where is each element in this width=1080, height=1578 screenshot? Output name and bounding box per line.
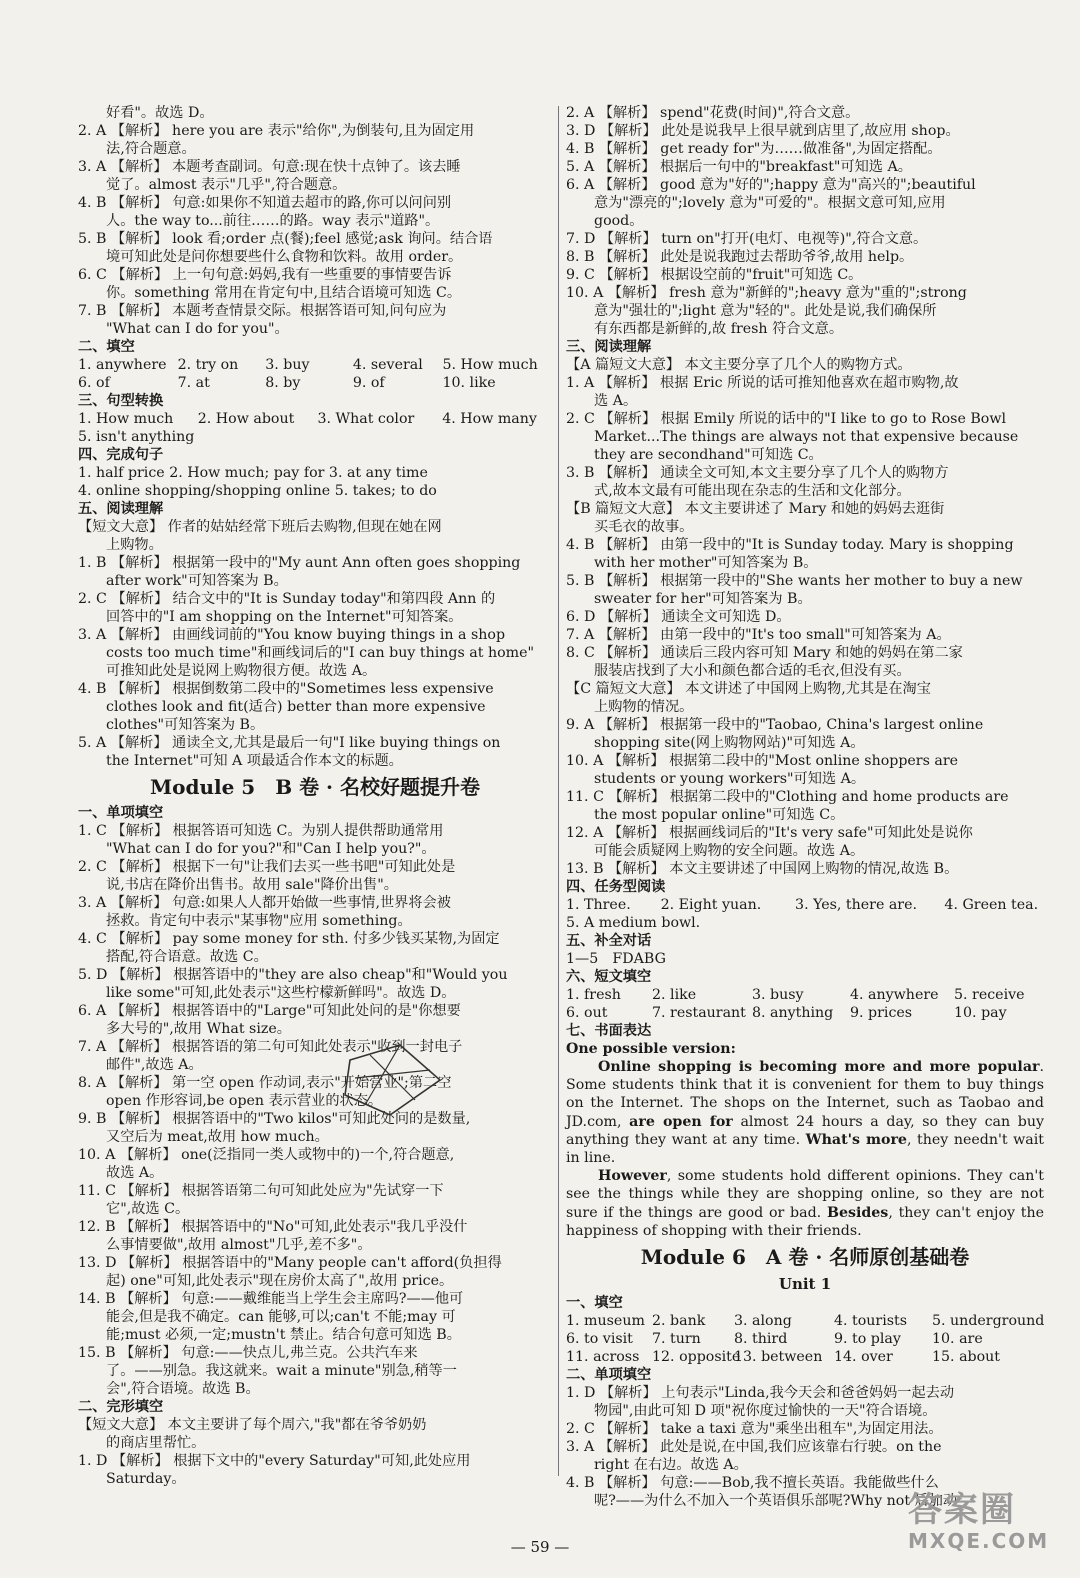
left-reading-answers	[78, 518, 552, 770]
text-line: 能会,但是我不确定。can 能够,可以;can't 不能;may 可	[106, 1309, 456, 1325]
text-line: 多大号的",故用 What size。	[106, 1021, 291, 1037]
right-task-title: 四、任务型阅读	[566, 879, 666, 895]
text-line: 3. A 【解析】 本题考查副词。句意:现在快十点钟了。该去睡	[78, 159, 461, 175]
right-cloze-lines	[566, 104, 1044, 338]
answer-cell: 12. opposite	[652, 1349, 741, 1366]
text-line: with her mother"可知答案为 B。	[594, 555, 818, 571]
text-line: right 在右边。故选 A。	[594, 1457, 748, 1474]
text-line: 2. A 【解析】 here you are 表示"给你",为倒装句,且为固定用	[78, 123, 475, 139]
right-fill-answers	[566, 1312, 1044, 1366]
text-line: 【短文大意】 本文主要讲了每个周六,"我"都在爷爷奶奶	[78, 1417, 427, 1433]
text-line: like some"可知,此处表示"这些柠檬新鲜吗"。故选 D。	[106, 985, 456, 1001]
answer-cell: 5. underground	[932, 1313, 1045, 1330]
answer-cell: 1. anywhere	[78, 357, 167, 373]
text-line: 5. A 【解析】 根据后一句中的"breakfast"可知选 A。	[566, 159, 912, 175]
text-line: 11. C 【解析】 根据第二段中的"Clothing and home products are	[566, 789, 1009, 805]
text-line: 6. C 【解析】 上一句句意:妈妈,我有一些重要的事情要告诉	[78, 267, 452, 283]
right-column	[566, 104, 1044, 1510]
left-transform-title: 三、句型转换	[78, 393, 164, 409]
left-single-answers	[78, 822, 552, 1398]
text-line: clothes look and fit(适合) better than more expensive	[106, 699, 486, 715]
answer-cell: 5. receive	[954, 987, 1025, 1003]
text-line: 6. A 【解析】 good 意为"好的";happy 意为"高兴的";beautiful	[566, 177, 976, 193]
text-line: "What can I do for you"。	[106, 321, 289, 337]
text-line: 13. B 【解析】 本文主要讲述了中国网上购物的情况,故选 B。	[566, 861, 959, 877]
answer-cell: 3. What color	[317, 411, 415, 427]
module6-title: Module 6 A 卷 · 名师原创基础卷	[640, 1245, 970, 1270]
right-fill-title: 一、填空	[566, 1295, 623, 1312]
text-line: 9. C 【解析】 根据设空前的"fruit"可知选 C。	[566, 267, 863, 283]
text-line: 人。the way to...前往……的路。way 表示"道路"。	[106, 213, 440, 229]
answer-cell: 6. to visit	[566, 1331, 633, 1348]
text-line: 3. A 【解析】 句意:如果人人都开始做一些事情,世界将会被	[78, 895, 451, 911]
right-dialog-title: 五、补全对话	[566, 933, 652, 949]
answer-cell: 7. restaurant	[652, 1005, 746, 1021]
right-single-title: 二、单项填空	[566, 1367, 652, 1384]
text-line: 2. C 【解析】 根据 Emily 所说的话中的"I like to go to Rose Bowl	[566, 411, 1007, 427]
answer-row	[78, 356, 552, 374]
text-line: 10. A 【解析】 one(泛指同一类人或物中的)一个,符合题意,	[78, 1147, 455, 1163]
text-line: 会",符合语境。故选 B。	[106, 1381, 260, 1397]
answer-row	[566, 1348, 1044, 1366]
text-line: 12. A 【解析】 根据画线词后的"It's very safe"可知此处是说你	[566, 825, 973, 841]
left-transform-answers	[78, 410, 552, 446]
text-line: 【B 篇短文大意】 本文主要讲述了 Mary 和她的妈妈去逛街	[566, 501, 945, 517]
text-line: 4. B 【解析】 由第一段中的"It is Sunday today. Mary is shopping	[566, 537, 1014, 553]
text-line: 上购物。	[106, 537, 163, 553]
text-line: 【C 篇短文大意】 本文讲述了中国网上购物,尤其是在淘宝	[566, 681, 931, 697]
text-line: students or young workers"可知选 A。	[594, 771, 866, 787]
answer-cell: 1. How much	[78, 411, 174, 427]
text-line: 4. B 【解析】 根据倒数第二段中的"Sometimes less expensive	[78, 681, 494, 697]
text-line: 买毛衣的故事。	[594, 519, 694, 535]
text-line: 它",故选 C。	[106, 1201, 190, 1217]
text-line: 服装店找到了大小和颜色都合适的毛衣,但没有买。	[594, 663, 911, 679]
text-line: 有东西都是新鲜的,故 fresh 符合文意。	[594, 321, 844, 337]
left-intro-lines	[78, 104, 552, 338]
right-writing-title: 七、书面表达	[566, 1023, 652, 1039]
text-line: 说,书店在降价出售书。故用 sale"降价出售"。	[106, 877, 398, 893]
module5-title: Module 5 B 卷 · 名校好题提升卷	[150, 775, 480, 799]
text-line: 又空后为 meat,故用 how much。	[106, 1129, 329, 1145]
text-line: 4. B 【解析】 get ready for"为……做准备",为固定搭配。	[566, 141, 942, 157]
text-line: 8. C 【解析】 通读后三段内容可知 Mary 和她的妈妈在第二家	[566, 645, 963, 661]
answer-row	[78, 410, 552, 428]
answer-cell: 6. of	[78, 375, 110, 391]
answer-row	[566, 1312, 1044, 1330]
left-reading-title: 五、阅读理解	[78, 501, 164, 517]
text-line: the most popular online"可知选 C。	[594, 807, 845, 823]
answer-cell: 9. to play	[834, 1331, 901, 1348]
answer-cell: 2. like	[652, 987, 697, 1003]
sample-essay	[566, 1058, 1044, 1240]
text-line: 1. D 【解析】 根据下文中的"every Saturday"可知,此处应用	[78, 1453, 471, 1469]
watermark-cn: 答案圈	[908, 1490, 1016, 1530]
text-line: 7. D 【解析】 turn on"打开(电灯、电视等)",符合文意。	[566, 231, 928, 247]
text-line: 可推知此处是说网上购物很方便。故选 A。	[106, 663, 377, 679]
essay-paragraph-1: Online shopping is becoming more and more popular. Some students think that it is convenient for them to buy things on the Internet. The shops on the Internet, such as Taobao and JD.com, are open for almost 24 hours a day, so they can buy anything they want at any time. What's more, they needn't wait in line.	[566, 1059, 1045, 1167]
answer-cell: 4. several	[352, 357, 423, 373]
watermark-en: MXQE.COM	[908, 1529, 1050, 1553]
text-line: 回答中的"I am shopping on the Internet"可知答案。	[106, 609, 463, 625]
answer-cell: 10. pay	[954, 1005, 1007, 1021]
answer-cell: 11. across	[566, 1349, 640, 1366]
text-line: 么事情要做",故用 almost"几乎,差不多"。	[106, 1237, 372, 1253]
right-dialog-answer: 1—5 FDABG	[566, 951, 666, 967]
answer-row	[566, 896, 1044, 914]
text-line: 2. C 【解析】 结合文中的"It is Sunday today"和第四段 Ann 的	[78, 591, 496, 607]
text-line: 4. B 【解析】 句意:——Bob,我不擅长英语。我能做些什么	[566, 1475, 939, 1492]
text-line: they are secondhand"可知选 C。	[594, 447, 823, 463]
text-line: 12. B 【解析】 根据答语中的"No"可知,此处表示"我几乎没什	[78, 1219, 468, 1235]
answer-cell: 7. at	[177, 375, 210, 391]
text-line: 15. B 【解析】 句意:——快点儿,弗兰克。公共汽车来	[78, 1345, 418, 1361]
text-line: 拯救。肯定句中表示"某事物"应用 something。	[106, 913, 412, 929]
text-line: 2. C 【解析】 take a taxi 意为"乘坐出租车",为固定用法。	[566, 1421, 943, 1438]
text-line: 2. A 【解析】 spend"花费(时间)",符合文意。	[566, 105, 860, 121]
text-line: Market...The things are always not that expensive because	[594, 429, 1019, 445]
text-line: 起) one"可知,此处表示"现在房价太高了",故用 price。	[106, 1273, 454, 1289]
text-line: 搭配,符合语意。故选 C。	[106, 949, 268, 965]
answer-row	[566, 1330, 1044, 1348]
answer-cell: 6. out	[566, 1005, 608, 1021]
text-line: 你。something 常用在肯定句中,且结合语境可知选 C。	[106, 285, 462, 301]
answer-cell: 13. between	[734, 1349, 823, 1366]
answer-cell: 2. How about	[197, 411, 295, 427]
left-complete-title: 四、完成句子	[78, 447, 164, 463]
text-line: Saturday。	[106, 1471, 186, 1487]
answer-cell: 7. turn	[652, 1331, 701, 1348]
left-column	[78, 104, 552, 1488]
right-writing-label: One possible version:	[566, 1041, 736, 1057]
answer-cell: 3. buy	[265, 357, 310, 373]
answer-row	[566, 986, 1044, 1004]
page-number: — 59 —	[510, 1538, 570, 1556]
text-line: 觉了。almost 表示"几乎",符合题意。	[106, 177, 347, 193]
text-line: 8. B 【解析】 此处是说我跑过去帮助爷爷,故用 help。	[566, 249, 914, 265]
text-line: 7. A 【解析】 由第一段中的"It's too small"可知答案为 A。	[566, 627, 951, 643]
text-line: 【短文大意】 作者的姑姑经常下班后去购物,但现在她在网	[78, 519, 442, 535]
left-fill-title: 二、填空	[78, 339, 135, 355]
right-reading-answers	[566, 356, 1044, 878]
text-line: open 作形容词,be open 表示营业的状态。	[106, 1093, 383, 1109]
text-line: 意为"漂亮的";lovely 意为"可爱的"。根据文意可知,应用	[594, 195, 946, 211]
answer-cell: 9. prices	[850, 1005, 913, 1021]
left-fill-answers	[78, 356, 552, 392]
answer-cell: 1. Three.	[566, 897, 631, 913]
unit-title: Unit 1	[778, 1275, 832, 1294]
text-line: 11. C 【解析】 根据答语第二句可知此处应为"先试穿一下	[78, 1183, 444, 1199]
text-line: 了。——别急。我这就来。wait a minute"别急,稍等一	[106, 1363, 457, 1379]
answer-cell: 14. over	[834, 1349, 893, 1366]
text-line: 物园",由此可知 D 项"祝你度过愉快的一天"符合语境。	[594, 1403, 937, 1420]
answer-cell: 4. anywhere	[850, 987, 939, 1003]
text-line: 2. C 【解析】 根据下一句"让我们去买一些书吧"可知此处是	[78, 859, 456, 875]
text-line: 3. A 【解析】 此处是说,在中国,我们应该靠右行驶。on the	[566, 1439, 942, 1456]
watermark-logo	[908, 1490, 1058, 1570]
text-line: 式,故本文最有可能出现在杂志的生活和文化部分。	[594, 483, 911, 499]
text-line: 5. D 【解析】 根据答语中的"they are also cheap"和"Would you	[78, 967, 508, 983]
answer-cell: 3. along	[734, 1313, 792, 1330]
answer-cell: 4. Green tea.	[944, 897, 1039, 913]
left-cloze-answers	[78, 1416, 552, 1488]
answer-cell: 3. Yes, there are.	[795, 897, 917, 913]
text-line: 可能会质疑网上购物的安全问题。故选 A。	[594, 843, 865, 859]
text-line: 9. A 【解析】 根据第一段中的"Taobao, China's largest online	[566, 717, 984, 733]
right-short-answers	[566, 986, 1044, 1022]
answer-cell: 2. try on	[177, 357, 239, 373]
text-line: 6. D 【解析】 通读全文可知选 D。	[566, 609, 791, 625]
text-line: the Internet"可知 A 项最适合作本文的标题。	[106, 753, 403, 769]
text-line: shopping site(网上购物网站)"可知选 A。	[594, 735, 865, 751]
text-line: 4. B 【解析】 句意:如果你不知道去超市的路,你可以问问别	[78, 195, 452, 211]
answer-cell: 8. by	[265, 375, 301, 391]
text-line: 8. A 【解析】 第一空 open 作动词,表示"开始营业";第二空	[78, 1075, 452, 1091]
text-line: 1. C 【解析】 根据答语可知选 C。为别人提供帮助通常用	[78, 823, 444, 839]
answer-cell: 8. anything	[752, 1005, 834, 1021]
answer-cell: 3. busy	[752, 987, 804, 1003]
text-line: 10. A 【解析】 根据第二段中的"Most online shoppers are	[566, 753, 959, 769]
answer-row	[78, 428, 552, 446]
text-line: good。	[594, 213, 644, 229]
answer-cell: 5. How much	[442, 357, 538, 373]
left-complete-answers	[78, 464, 552, 500]
left-cloze-title: 二、完形填空	[78, 1399, 164, 1415]
answer-cell: 2. Eight yuan.	[660, 897, 762, 913]
text-line: 【A 篇短文大意】 本文主要分享了几个人的购物方式。	[566, 357, 912, 373]
answer-row	[566, 914, 1044, 932]
text-line: after work"可知答案为 B。	[106, 573, 288, 589]
text-line: 3. A 【解析】 由画线词前的"You know buying things in a shop	[78, 627, 506, 643]
text-line: 意为"强壮的";light 意为"轻的"。此处是说,我们确保所	[594, 303, 937, 319]
text-line: 选 A。	[594, 393, 638, 409]
right-reading-title: 三、阅读理解	[566, 339, 652, 355]
text-line: 5. B 【解析】 look 看;order 点(餐);feel 感觉;ask 询问。结合语	[78, 231, 493, 247]
text-line: 7. A 【解析】 根据答语的第二句可知此处表示"收到一封电子	[78, 1039, 463, 1055]
stamp-scribble-icon	[340, 1040, 450, 1120]
answer-cell: 2. bank	[652, 1313, 706, 1330]
answer-row	[78, 374, 552, 392]
text-line: 好看"。故选 D。	[106, 105, 214, 121]
text-line: 7. B 【解析】 本题考查情景交际。根据答语可知,问句应为	[78, 303, 447, 319]
right-short-title: 六、短文填空	[566, 969, 652, 985]
text-line: sweater for her"可知答案为 B。	[594, 591, 812, 607]
text-line: "What can I do for you?"和"Can I help you?"。	[106, 841, 436, 857]
text-line: 境可知此处是问你想要些什么食物和饮料。故用 order。	[106, 249, 463, 265]
text-line: 1. half price 2. How much; pay for 3. at any time	[78, 465, 428, 481]
text-line: 6. A 【解析】 根据答语中的"Large"可知此处问的是"你想要	[78, 1003, 461, 1019]
text-line: clothes"可知答案为 B。	[106, 717, 265, 733]
text-line: 故选 A。	[106, 1165, 164, 1181]
answer-cell: 4. tourists	[834, 1313, 908, 1330]
text-line: 的商店里帮忙。	[106, 1435, 206, 1451]
answer-cell: 1. museum	[566, 1313, 645, 1330]
text-line: 法,符合题意。	[106, 141, 196, 157]
answer-cell: 5. isn't anything	[78, 429, 195, 445]
answer-cell: 10. like	[442, 375, 496, 391]
answer-row	[566, 1004, 1044, 1022]
text-line: 14. B 【解析】 句意:——戴维能当上学生会主席吗?——他可	[78, 1291, 464, 1307]
text-line: 3. D 【解析】 此处是说我早上很早就到店里了,故应用 shop。	[566, 123, 960, 139]
answer-cell: 10. are	[932, 1331, 983, 1348]
answer-cell: 15. about	[932, 1349, 1000, 1366]
text-line: 邮件",故选 A。	[106, 1057, 203, 1073]
answer-cell: 9. of	[352, 375, 385, 391]
essay-paragraph-2: However, some students hold different opinions. They can't see the things while they are shopping online, so they are not sure if the things are good or bad. Besides, they can't enjoy the happiness of shopping with their friends.	[566, 1168, 1044, 1239]
text-line: 13. D 【解析】 根据答语中的"Many people can't afford(负担得	[78, 1255, 502, 1271]
text-line: 1. A 【解析】 根据 Eric 所说的话可推知他喜欢在超市购物,故	[566, 375, 959, 391]
answer-cell: 8. third	[734, 1331, 788, 1348]
column-divider	[558, 106, 559, 1476]
text-line: 5. B 【解析】 根据第一段中的"She wants her mother to buy a new	[566, 573, 1023, 589]
text-line: 3. B 【解析】 通读全文可知,本文主要分享了几个人的购物方	[566, 465, 949, 481]
text-line: 9. B 【解析】 根据答语中的"Two kilos"可知此处问的是数量,	[78, 1111, 471, 1127]
left-single-title: 一、单项填空	[78, 805, 164, 821]
text-line: 呢?——为什么不加入一个英语俱乐部呢?Why not 后加动	[594, 1493, 958, 1510]
text-line: 5. A 【解析】 通读全文,尤其是最后一句"I like buying things on	[78, 735, 501, 751]
text-line: 4. C 【解析】 pay some money for sth. 付多少钱买某物,为固定	[78, 931, 500, 947]
text-line: 1. D 【解析】 上句表示"Linda,我今天会和爸爸妈妈一起去动	[566, 1385, 955, 1402]
right-task-answers	[566, 896, 1044, 932]
answer-cell: 1. fresh	[566, 987, 621, 1003]
text-line: costs too much time"和画线词后的"I can buy things at home"	[106, 645, 535, 661]
answer-cell: 5. A medium bowl.	[566, 915, 701, 931]
text-line: 10. A 【解析】 fresh 意为"新鲜的";heavy 意为"重的";strong	[566, 285, 967, 301]
answer-cell: 4. How many	[442, 411, 537, 427]
text-line: 1. B 【解析】 根据第一段中的"My aunt Ann often goes shopping	[78, 555, 521, 571]
text-line: 4. online shopping/shopping online 5. takes; to do	[78, 483, 437, 499]
text-line: 上购物的情况。	[594, 699, 694, 715]
text-line: 能;must 必须,一定;mustn't 禁止。结合句意可知选 B。	[106, 1327, 461, 1343]
